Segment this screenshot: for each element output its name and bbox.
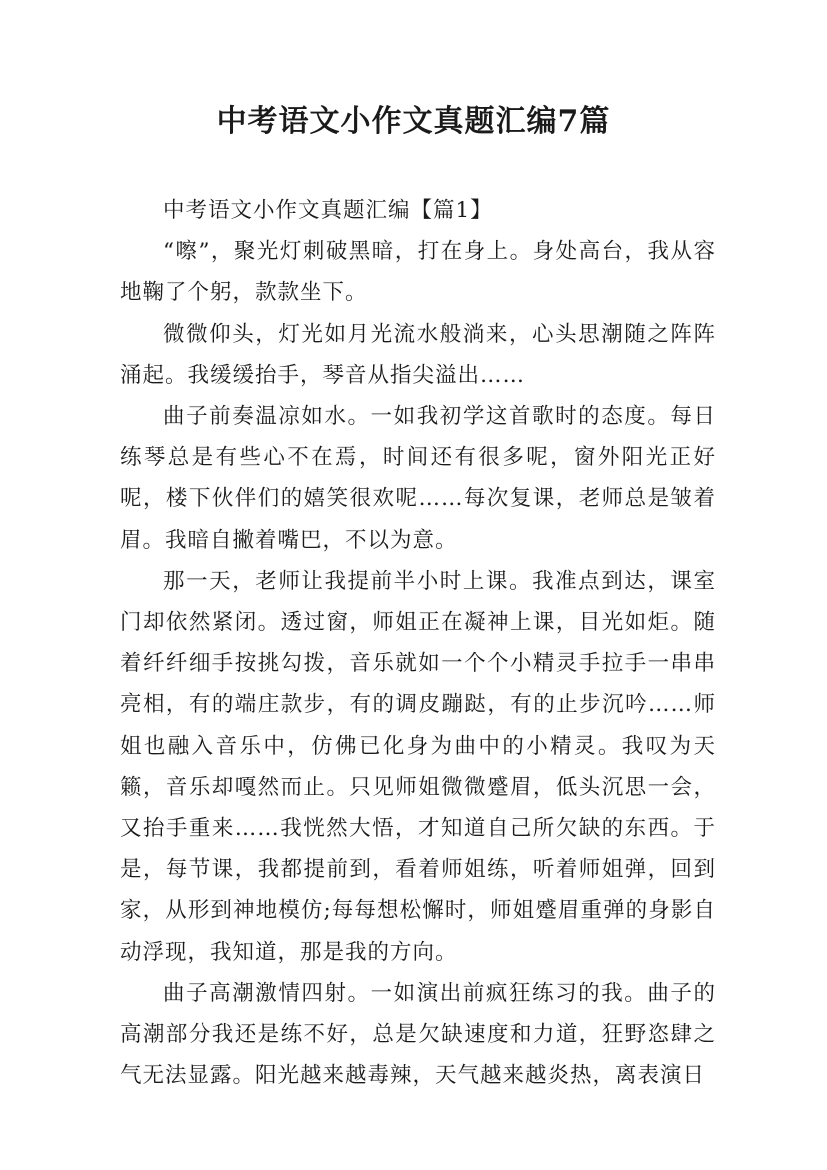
paragraph: 曲子前奏温凉如水。一如我初学这首歌时的态度。每日练琴总是有些心不在焉，时间还有很多呢，窗外阳光正好呢，楼下伙伴们的嬉笑很欢呢……每次复课，老师总是皱着眉。我暗自撇着嘴巴，不以为意。 (120, 404, 716, 553)
paragraph: 微微仰头，灯光如月光流水般淌来，心头思潮随之阵阵涌起。我缓缓抬手，琴音从指尖溢出…… (120, 321, 716, 388)
paragraph: “嚓”，聚光灯刺破黑暗，打在身上。身处高台，我从容地鞠了个躬，款款坐下。 (120, 239, 716, 306)
document-body (120, 190, 716, 1096)
section-heading: 中考语文小作文真题汇编【篇1】 (163, 198, 493, 223)
document-title: 中考语文小作文真题汇编7篇 (216, 104, 611, 139)
paragraph: 那一天，老师让我提前半小时上课。我准点到达，课室门却依然紧闭。透过窗，师姐正在凝神上课，目光如炬。随着纤纤细手按挑勾拨，音乐就如一个个小精灵手拉手一串串亮相，有的端庄款步，有的调皮蹦跶，有的止步沉吟……师姐也融入音乐中，仿佛已化身为曲中的小精灵。我叹为天籁，音乐却嘎然而止。只见师姐微微蹙眉，低头沉思一会，又抬手重来……我恍然大悟，才知道自己所欠缺的东西。于是，每节课，我都提前到，看着师姐练，听着师姐弹，回到家，从形到神地模仿;每每想松懈时，师姐蹙眉重弹的身影自动浮现，我知道，那是我的方向。 (120, 568, 716, 965)
paragraph: 曲子高潮激情四射。一如演出前疯狂练习的我。曲子的高潮部分我还是练不好，总是欠缺速度和力道，狂野恣肆之气无法显露。阳光越来越毒辣，天气越来越炎热，离表演日 (120, 980, 716, 1089)
